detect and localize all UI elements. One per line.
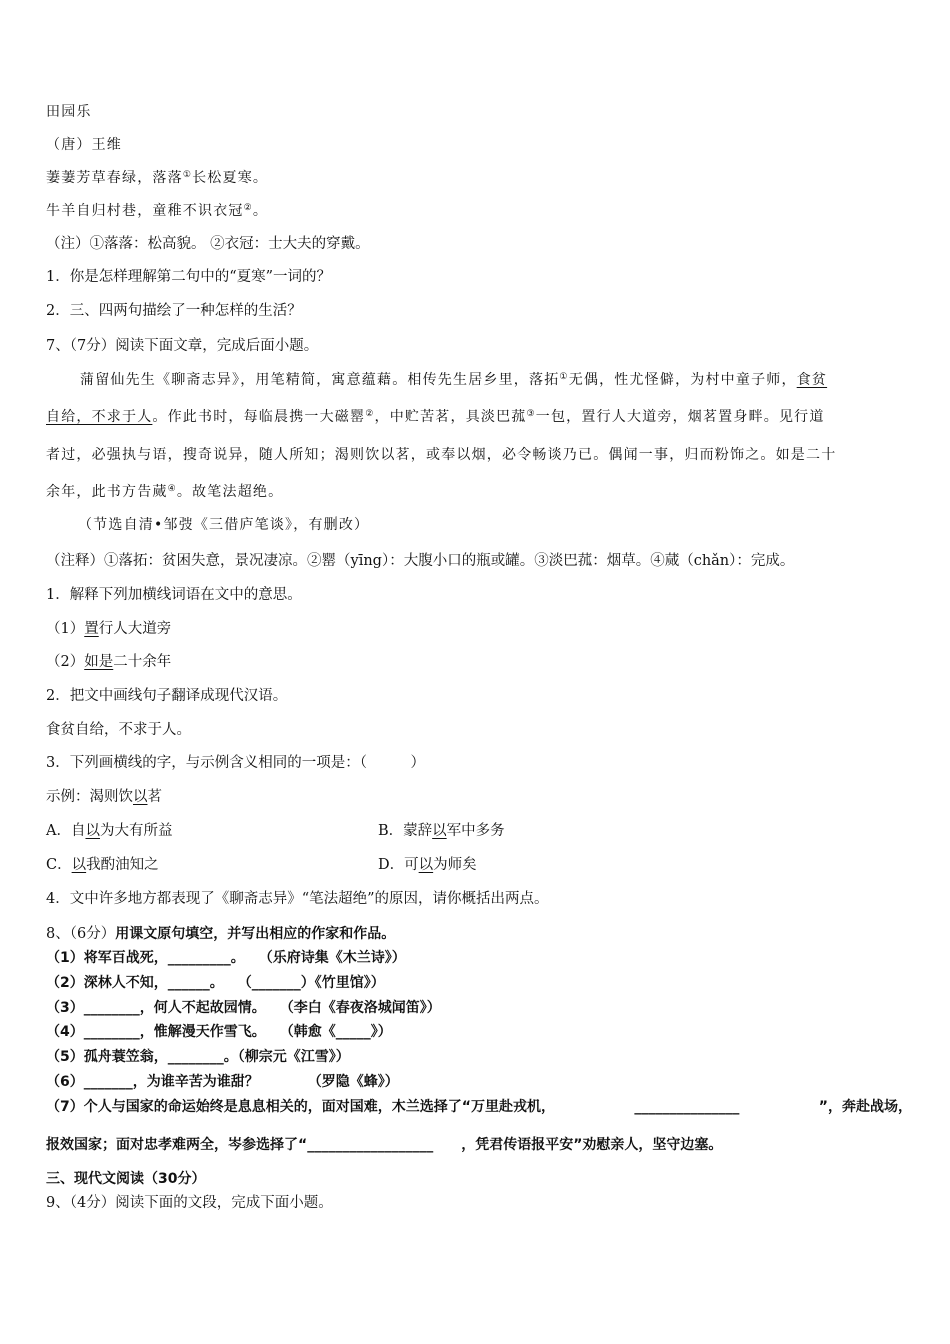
q7-sub-2-sentence: 食贫自给，不求于人。 bbox=[46, 722, 191, 738]
q7-sub-2: 2．把文中画线句子翻译成现代汉语。 bbox=[46, 688, 288, 704]
underlined-phrase: 自给，不求于人 bbox=[46, 409, 153, 425]
q8-item-7: （7）个人与国家的命运始终是息息相关的，面对国难，木兰选择了“万里赴戎机， _______________ ”，奔赴战场， bbox=[46, 1099, 912, 1115]
option-d[interactable]: D．可以为师矣 bbox=[378, 857, 477, 873]
option-b[interactable]: B．蒙辞以军中多务 bbox=[378, 823, 505, 839]
q7-passage-line-3: 者过，必强执与语，搜奇说异，随人所知；渴则饮以茗，或奉以烟，必令畅谈乃已。偶闻一事，归而粉饰之。如是二十 bbox=[46, 447, 837, 463]
q9-header: 9、（4分）阅读下面的文段，完成下面小题。 bbox=[46, 1195, 333, 1211]
q8-item-1: （1）将军百战死，_________。 （乐府诗集《木兰诗》） bbox=[46, 950, 406, 966]
poem-question-2: 2．三、四两句描绘了一种怎样的生活？ bbox=[46, 303, 302, 319]
q7-passage-line-2: 自给，不求于人。作此书时，每临晨携一大磁罂②，中贮苦茗，具淡巴菰③一包，置行人大道旁，烟茗置身畔。见行道 bbox=[46, 409, 825, 425]
q7-sub-1-item-1: （1）置行人大道旁 bbox=[46, 621, 172, 637]
q7-passage-line-4: 余年，此书方告蒇④。故笔法超绝。 bbox=[46, 484, 284, 500]
poem-title: 田园乐 bbox=[46, 104, 92, 120]
q7-sub-1: 1．解释下列加横线词语在文中的意思。 bbox=[46, 587, 302, 603]
q8-header: 8、（6分）用课文原句填空，并写出相应的作家和作品。 bbox=[46, 926, 396, 942]
q8-item-7-cont: 报效国家；面对忠孝难两全，岑参选择了“__________________ ，凭君传语报平安”劝慰亲人，坚守边塞。 bbox=[46, 1137, 723, 1153]
underlined-phrase: 食贫 bbox=[796, 372, 828, 388]
poem-line-1: 萋萋芳草春绿，落落①长松夏寒。 bbox=[46, 170, 269, 186]
q8-item-6: （6）_______，为谁辛苦为谁甜？ （罗隐《蜂》） bbox=[46, 1074, 399, 1090]
q7-sub-3: 3．下列画横线的字，与示例含义相同的一项是：（ ） bbox=[46, 755, 425, 771]
q7-header: 7、（7分）阅读下面文章，完成后面小题。 bbox=[46, 338, 319, 354]
q7-sub-1-item-2: （2）如是二十余年 bbox=[46, 654, 172, 670]
q8-item-5: （5）孤舟蓑笠翁，________。（柳宗元《江雪》） bbox=[46, 1049, 350, 1065]
q7-passage-line-1: 蒲留仙先生《聊斋志异》，用笔精简，寓意蕴藉。相传先生居乡里，落拓①无偶，性尤怪僻，为村中童子师，食贫 bbox=[80, 372, 828, 388]
poem-author: （唐）王维 bbox=[46, 137, 122, 153]
option-a[interactable]: A．自以为大有所益 bbox=[46, 823, 173, 839]
poem-line-2: 牛羊自归村巷，童稚不识衣冠②。 bbox=[46, 203, 269, 219]
blank[interactable]: _______________ bbox=[634, 1099, 740, 1115]
q7-sub-3-example: 示例：渴则饮以茗 bbox=[46, 789, 162, 805]
poem-note: （注）①落落：松高貌。 ②衣冠：士大夫的穿戴。 bbox=[46, 236, 370, 252]
q7-source: （节选自清•邹弢《三借庐笔谈》，有删改） bbox=[78, 517, 370, 533]
q8-item-3: （3）________，何人不起故园情。 （李白《春夜洛城闻笛》） bbox=[46, 1000, 441, 1016]
q7-sub-4: 4．文中许多地方都表现了《聊斋志异》“笔法超绝”的原因，请你概括出两点。 bbox=[46, 891, 549, 907]
section-3-title: 三、现代文阅读（30分） bbox=[46, 1171, 206, 1187]
q8-item-4: （4）________，惟解漫天作雪飞。 （韩愈《_____》） bbox=[46, 1024, 392, 1040]
q7-note: （注释）①落拓：贫困失意，景况凄凉。②罂（yīng）：大腹小口的瓶或罐。③淡巴菰：烟草。④蒇（chǎn）：完成。 bbox=[46, 553, 795, 569]
option-c[interactable]: C．以我酌油知之 bbox=[46, 857, 159, 873]
q8-item-2: （2）深林人不知，______。 （_______）《竹里馆》） bbox=[46, 975, 385, 991]
poem-question-1: 1．你是怎样理解第二句中的“夏寒”一词的？ bbox=[46, 269, 332, 285]
